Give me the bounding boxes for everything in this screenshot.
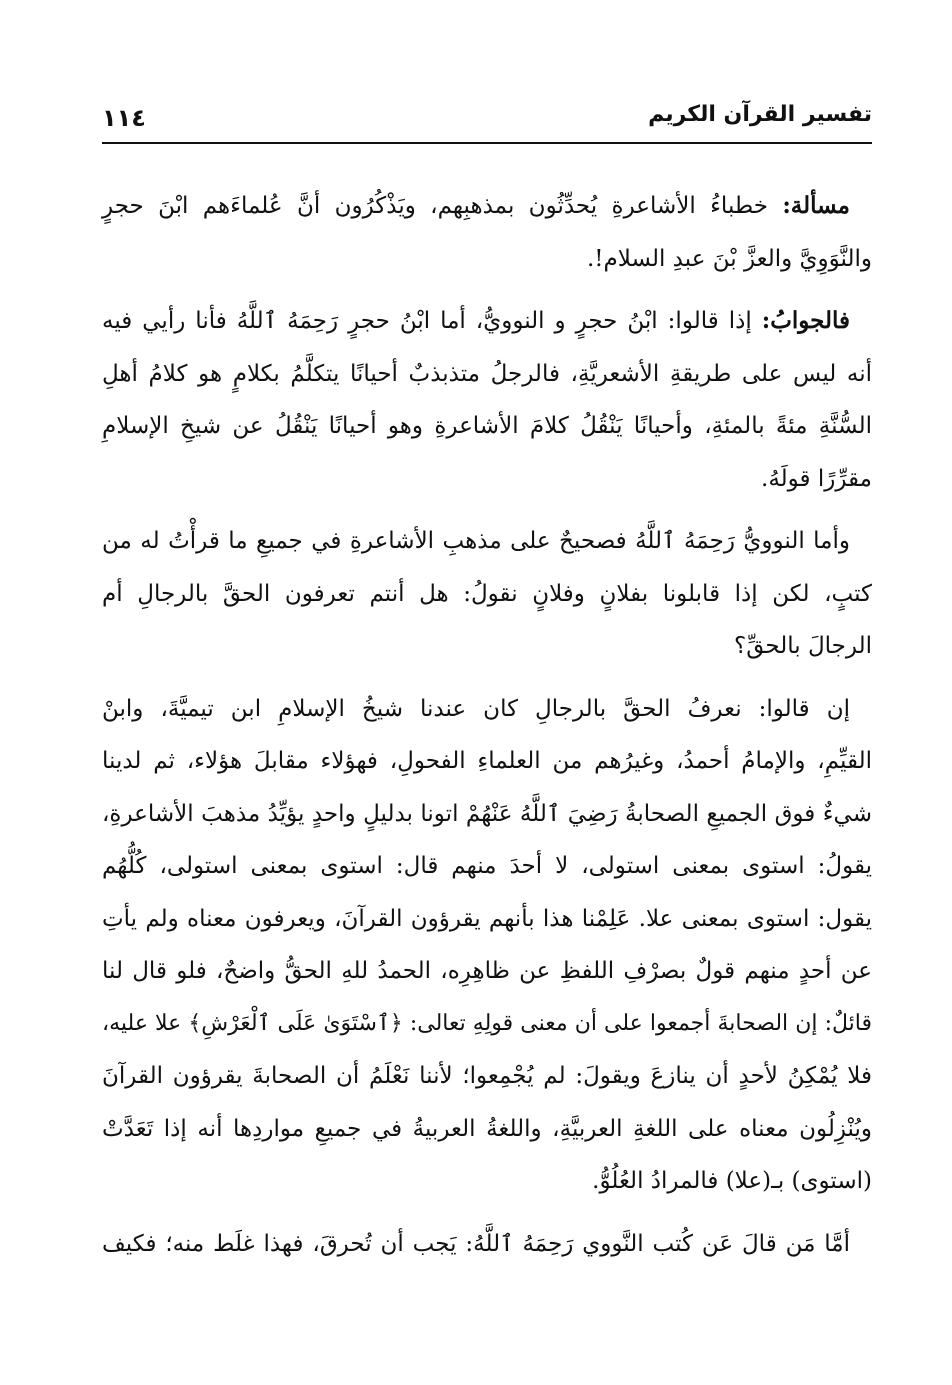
running-title: تفسير القرآن الكريم [648, 102, 872, 127]
answer-label: فالجوابُ: [761, 307, 850, 334]
text-line: أمَّا مَن قالَ عَن كُتب النَّووي رَحِمَهُ ٱللَّهُ: يَجب أن تُحرقَ، فهذا غلَط منه؛ فكيف [102, 1230, 850, 1257]
page-header [102, 100, 872, 144]
paragraph-burning-books [102, 1218, 872, 1271]
text-line: إن قالوا: نعرفُ الحقَّ بالرجالِ كان عندنا شيخُ الإسلامِ ابن تيميَّةَ، وابنْ [102, 695, 850, 722]
text-line: قائلٌ: إن الصحابةَ أجمعوا على أن معنى قولِهِ تعالى: ﴿ٱسْتَوَىٰ عَلَى ٱلْعَرْشِ﴾ علا عليه، [102, 1010, 873, 1036]
text-line: فالجوابُ: إذا قالوا: ابْنُ حجرٍ و النوويُّ، أما ابْنُ حجرٍ رَحِمَهُ ٱللَّهُ فأنا رأيي فيه [102, 307, 850, 334]
paragraph-question [102, 180, 872, 285]
text-line: يقول: استوى بمعنى علا. عَلِمْنا هذا بأنهم يقرؤون القرآنَ، ويعرفون معناه ولم يأتِ [102, 905, 872, 932]
text-line: عن أحدٍ منهم قولٌ بصرْفِ اللفظِ عن ظاهِرِه، الحمدُ للهِ الحقُّ واضحٌ، فلو قال لنا [102, 958, 872, 984]
text-line: (استوى) بـ(علا) فالمرادُ العُلُوُّ. [592, 1168, 872, 1194]
text-line: القيِّمِ، والإمامُ أحمدُ، وغيرُهم من العلماءِ الفحولِ، فهؤلاء مقابلَ هؤلاء، ثم لدينا [102, 748, 872, 774]
paragraph-nawawi [102, 515, 872, 673]
text-line: مقرِّرًا قولَهُ. [761, 465, 872, 492]
text-line: السُّنَّةِ مئةً بالمئةِ، وأحيانًا يَنْقُلُ كلامَ الأشاعرةِ وهو أحيانًا يَنْقُلُ عن شيخِ الإسلامِ [102, 413, 872, 439]
text-line: يقولُ: استوى بمعنى استولى، لا أحدَ منهم قال: استوى بمعنى استولى، كُلُّهُم [102, 853, 872, 879]
paragraph-if-they-said [102, 683, 872, 1208]
page-body [102, 180, 872, 1280]
text-line: مسألة: خطباءُ الأشاعرةِ يُحدِّثُون بمذهبِهم، ويَذْكُرُون أنَّ عُلماءَهم ابْنَ حجرٍ [102, 192, 850, 219]
question-label: مسألة: [782, 192, 850, 219]
text-line: كتبٍ، لكن إذا قابلونا بفلانٍ وفلانٍ نقولُ: هل أنتم تعرفون الحقَّ بالرجالِ أم [102, 580, 872, 607]
text-line: فلا يُمْكِنُ لأحدٍ أن ينازعَ ويقولَ: لم يُجْمِعوا؛ لأننا نَعْلَمُ أن الصحابةَ يقرؤون القرآنَ [102, 1063, 872, 1089]
text-line: أنه ليس على طريقةِ الأشعريَّةِ، فالرجلُ متذبذبٌ أحيانًا يتكلَّمُ بكلامٍ هو كلامُ أهلِ [102, 360, 872, 387]
text-line: الرجالَ بالحقِّ؟ [734, 633, 872, 659]
paragraph-answer [102, 295, 872, 505]
text-line: ويُنْزِلُون معناه على اللغةِ العربيَّةِ، واللغةُ العربيةُ في جميعِ مواردِها أنه إذا تَعَدَّتْ [102, 1115, 872, 1142]
text-line: وأما النوويُّ رَحِمَهُ ٱللَّهُ فصحيحٌ على مذهبِ الأشاعرةِ في جميعِ ما قرأْتُ له من [102, 528, 850, 554]
text-line: والنَّوَوِيَّ والعزَّ بْنَ عبدِ السلام!. [586, 245, 872, 272]
text-line: شيءٌ فوق الجميعِ الصحابةُ رَضِيَ ٱللَّهُ عَنْهُمْ اتونا بدليلٍ واحدٍ يؤيِّدُ مذهبَ الأشاعرةِ، [102, 800, 872, 827]
page-number: ١١٤ [102, 104, 146, 132]
